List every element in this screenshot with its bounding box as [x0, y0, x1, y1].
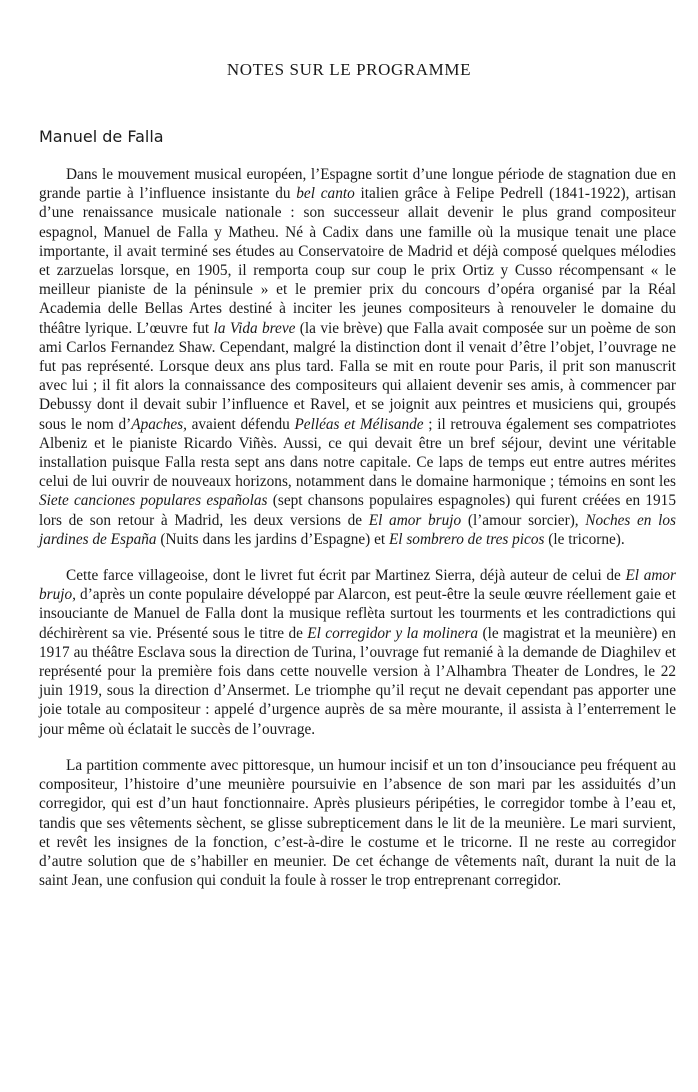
- text-run: (sept chansons populaires espagnoles) qui furent créées en 1915 lors de son retour à Madrid, les deux versions de: [39, 492, 676, 529]
- italic-title: bel canto: [296, 185, 355, 203]
- italic-title: Siete canciones populares españolas: [39, 492, 268, 510]
- italic-title: El corregidor y la molinera: [307, 624, 479, 642]
- paragraph-1: [39, 165, 676, 549]
- italic-title: Noches en los jardines de España: [39, 511, 676, 548]
- paragraph-3: [39, 756, 676, 890]
- text-run: (Nuits dans les jardins d’Espagne) et: [156, 530, 389, 548]
- text-run: avaient défendu: [186, 415, 295, 433]
- italic-title: la Vida breve: [213, 319, 296, 337]
- text-run: italien grâce à Felipe Pedrell (1841-1922), artisan d’une renaissance musicale nationale : son successeur allait devenir le plus grand compositeur espagnol, Manuel de Falla y Matheu. Né à Cadix dans une famille où la musique tenait une place importante, il avait terminé ses études au Conservatoire de Madrid et déjà composé quelques mélodies et zarzuelas lorsque, en 1905, il remporta coup sur coup le prix Ortiz y Cusso récompensant « le meilleur pianiste de la péninsule » et le premier prix du concours d’opéra organisé par la Réal Academia delle Bellas Artes destiné à inciter les jeunes compositeurs à renouveler le domaine du théâtre lyrique. L’œuvre fut: [39, 185, 677, 337]
- text-run: d’après un conte populaire développé par Alarcon, est peut-être la seule œuvre réellement gaie et insouciante de Manuel de Falla dont la musique reflèta surtout les tourments et les contradictions qui déchirèrent sa vie. Présenté sous le titre de: [39, 586, 676, 642]
- text-run: ; il retrouva également ses compatriotes Albeniz et le pianiste Ricardo Viñès. Aussi, ce qui devait être un bref séjour, devint une véritable installation puisque Falla resta sept ans dans notre capitale. Ce laps de temps eut entre autres mérites celui de lui ouvrir de nouveaux horizons, notamment dans le domaine harmonique ; témoins en sont les: [39, 415, 677, 491]
- section-heading: Manuel de Falla: [39, 127, 164, 146]
- paragraph-2: [39, 566, 676, 739]
- text-run: (la vie brève) que Falla avait composée sur un poème de son ami Carlos Fernandez Shaw. Cependant, malgré la distinction dont il venait d’être l’objet, l’ouvrage ne fut pas représenté. Lorsque deux ans plus tard. Falla se mit en route pour Paris, il prit son manuscrit avec lui ; il fit alors la connaissance des compositeurs qui allaient devenir ses amis, à commencer par Debussy dont il devait subir l’influence et Ravel, et se joignit aux peintres et musiciens qui, groupés sous le nom d’: [39, 319, 676, 433]
- document-body: [39, 165, 676, 890]
- text-run: Dans le mouvement musical européen, l’Espagne sortit d’une longue période de stagnation due en grande partie à l’influence insistante du: [39, 166, 676, 203]
- page-title: NOTES SUR LE PROGRAMME: [226, 60, 472, 79]
- text-run: (l’amour sorcier),: [461, 511, 586, 529]
- italic-title: El amor brujo: [368, 511, 462, 529]
- italic-title: El amor brujo,: [39, 567, 676, 604]
- text-run: Cette farce villageoise, dont le livret fut écrit par Martinez Sierra, déjà auteur de celui de: [66, 567, 626, 585]
- text-run: (le tricorne).: [544, 530, 625, 548]
- italic-title: El sombrero de tres picos: [388, 530, 545, 548]
- text-run: (le magistrat et la meunière) en 1917 au théâtre Esclava sous la direction de Turina, l’ouvrage fut remanié à la demande de Diaghilev et représenté pour la première fois dans cette nouvelle version à l’Alhambra Theater de Londres, le 22 juin 1919, sous la direction d’Ansermet. Le triomphe qu’il reçut ne devait cependant pas apporter une joie totale au compositeur : appelé d’urgence auprès de sa mère mourante, il assista à l’enterrement le jour même où éclatait le succès de l’ouvrage.: [39, 624, 676, 738]
- text-run: La partition commente avec pittoresque, un humour incisif et un ton d’insouciance peu fréquent au compositeur, l’histoire d’une meunière poursuivie en l’absence de son mari par les assiduités d’un corregidor, qui est d’un haut fonctionnaire. Après plusieurs péripéties, le corregidor tombe à l’eau et, tandis que ses vêtements sèchent, se glisse subrepticement dans le lit de la meunière. Le mari survient, et revêt les insignes de la fonction, c’est-à-dire le costume et le tricorne. Il ne reste au corregidor d’autre solution que de s’habiller en meunier. De cet échange de vêtements naît, durant la nuit de la saint Jean, une confusion qui conduit la foule à rosser le trop entreprenant corregidor.: [39, 756, 676, 890]
- italic-title: Pelléas et Mélisande: [294, 415, 424, 433]
- italic-title: Apaches,: [131, 415, 187, 433]
